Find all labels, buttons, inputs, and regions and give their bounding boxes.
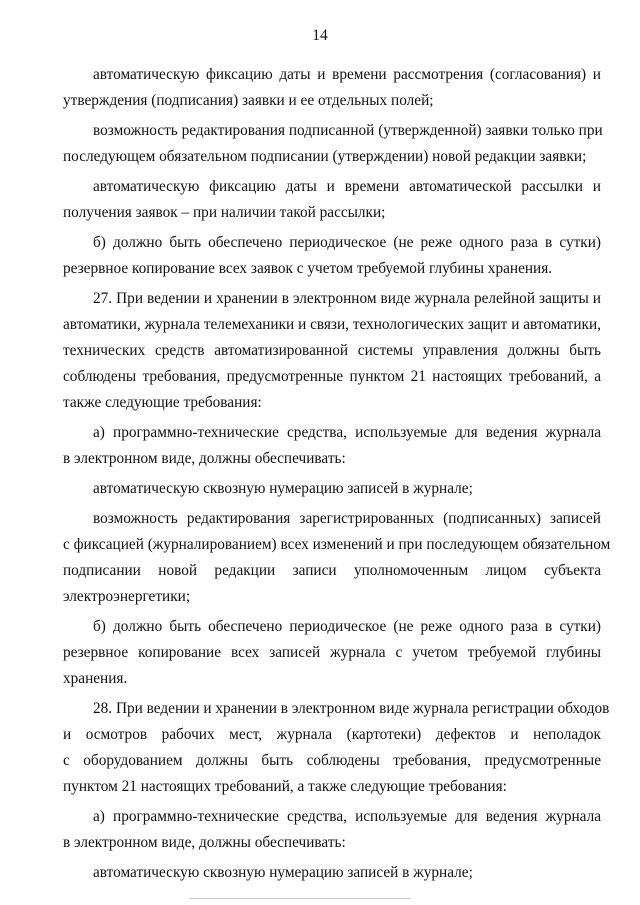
paragraph-line: соблюдены требования, предусмотренные пунктом 21 настоящих требований, а [63, 368, 601, 385]
paragraph-line: с оборудованием должны быть соблюдены требования, предусмотренные [63, 752, 601, 769]
paragraph [63, 286, 601, 416]
paragraph [63, 118, 601, 170]
page-bottom-rule [190, 898, 410, 899]
paragraph-line: автоматическую сквозную нумерацию записей в журнале; [93, 480, 473, 497]
paragraph [63, 506, 611, 610]
paragraph-line: утверждения (подписания) заявки и ее отдельных полей; [63, 92, 434, 109]
paragraph [63, 614, 601, 692]
paragraph [63, 174, 601, 226]
paragraph [63, 696, 610, 800]
paragraph-line: в электронном виде, должны обеспечивать: [63, 834, 346, 851]
paragraph [63, 62, 601, 114]
paragraph-line: последующем обязательном подписании (утверждении) новой редакции заявки; [63, 148, 587, 165]
paragraph-line: б) должно быть обеспечено периодическое (не реже одного раза в сутки) [93, 618, 601, 635]
paragraph-line: резервное копирование всех записей журнала с учетом требуемой глубины [63, 644, 601, 661]
document-body [63, 62, 611, 890]
paragraph-line: возможность редактирования подписанной (утвержденной) заявки только при [93, 122, 603, 139]
paragraph-line: резервное копирование всех заявок с учетом требуемой глубины хранения. [63, 260, 553, 277]
paragraph-line: автоматическую сквозную нумерацию записей в журнале; [93, 864, 473, 881]
paragraph-line: 28. При ведении и хранении в электронном виде журнала регистрации обходов [93, 700, 610, 717]
paragraph-line: и осмотров рабочих мест, журнала (картотеки) дефектов и неполадок [63, 726, 601, 743]
paragraph-line: хранения. [63, 670, 128, 687]
paragraph-line: также следующие требования: [63, 394, 262, 411]
paragraph [63, 230, 601, 282]
paragraph-line: пунктом 21 настоящих требований, а также следующие требования: [63, 778, 507, 795]
paragraph-line: б) должно быть обеспечено периодическое (не реже одного раза в сутки) [93, 234, 601, 251]
paragraph-line: с фиксацией (журналированием) всех изменений и при последующем обязательном [63, 536, 611, 553]
paragraph-line: технических средств автоматизированной системы управления должны быть [63, 342, 601, 359]
paragraph [63, 804, 601, 856]
paragraph-line: автоматики, журнала телемеханики и связи, технологических защит и автоматики, [63, 316, 601, 333]
paragraph-line: электроэнергетики; [63, 588, 191, 605]
page-number: 14 [312, 27, 328, 44]
paragraph-line: автоматическую фиксацию даты и времени рассмотрения (согласования) и [93, 66, 601, 83]
paragraph-line: получения заявок – при наличии такой рассылки; [63, 204, 386, 221]
paragraph-line: а) программно-технические средства, используемые для ведения журнала [93, 424, 601, 441]
paragraph-line: а) программно-технические средства, используемые для ведения журнала [93, 808, 601, 825]
paragraph-line: в электронном виде, должны обеспечивать: [63, 450, 346, 467]
paragraph-line: 27. При ведении и хранении в электронном виде журнала релейной защиты и [93, 290, 601, 307]
paragraph [63, 420, 601, 472]
paragraph-line: подписании новой редакции записи уполномоченным лицом субъекта [63, 562, 601, 579]
paragraph-line: возможность редактирования зарегистрированных (подписанных) записей [93, 510, 601, 527]
paragraph [63, 476, 601, 502]
paragraph-line: автоматическую фиксацию даты и времени автоматической рассылки и [93, 178, 601, 195]
paragraph [63, 860, 601, 886]
